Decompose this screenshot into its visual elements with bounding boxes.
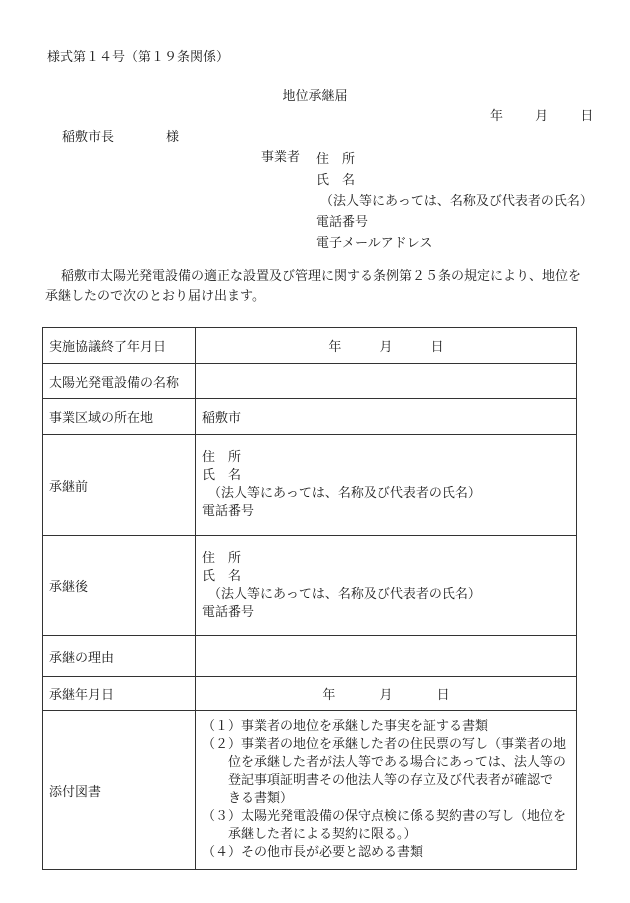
attachment-item-continued: 承継した者による契約に限る。）	[228, 827, 417, 842]
row-label: 太陽光発電設備の名称	[43, 364, 196, 399]
table-row	[43, 636, 577, 677]
attachment-item-continued: 位を承継した者が法人等である場合にあっては、法人等の	[228, 755, 566, 770]
year-label: 年	[322, 688, 336, 703]
row-label: 承継の理由	[43, 636, 196, 677]
succession-date-field[interactable]	[196, 677, 577, 711]
attachment-item: （２）事業者の地位を承継した者の住民票の写し（事業者の地	[202, 737, 567, 752]
table-row	[43, 711, 577, 870]
attachment-item: （４）その他市長が必要と認める書類	[202, 845, 424, 860]
month-label: 月	[379, 688, 393, 703]
applicant-block	[316, 149, 593, 254]
consultation-end-date-field[interactable]	[196, 328, 577, 364]
attachment-item: （１）事業者の地位を承継した事実を証する書類	[202, 719, 489, 734]
row-label: 承継年月日	[43, 677, 196, 711]
applicant-phone-field[interactable]: 電話番号	[316, 215, 369, 230]
table-row	[43, 435, 577, 536]
day-label: 日	[436, 688, 450, 703]
successor-field[interactable]	[196, 536, 577, 636]
table-row	[43, 364, 577, 399]
facility-name-field[interactable]	[196, 364, 577, 399]
applicant-email-field[interactable]: 電子メールアドレス	[316, 236, 433, 251]
predecessor-phone: 電話番号	[202, 504, 255, 519]
table-row	[43, 399, 577, 435]
table-row	[43, 536, 577, 636]
attachment-item-continued: きる書類）	[228, 791, 294, 806]
day-label: 日	[430, 340, 444, 355]
addressee	[62, 129, 179, 147]
table-row	[43, 677, 577, 711]
table-row	[43, 328, 577, 364]
predecessor-name: 氏 名	[202, 468, 242, 483]
applicant-address-field[interactable]: 住 所	[316, 152, 356, 167]
row-label: 実施協議終了年月日	[43, 328, 196, 364]
month-label: 月	[379, 340, 393, 355]
project-location-field[interactable]: 稲敷市	[196, 399, 577, 435]
successor-name: 氏 名	[202, 568, 242, 584]
succession-form-table	[42, 327, 577, 870]
successor-phone: 電話番号	[202, 604, 255, 620]
row-label: 添付図書	[43, 711, 196, 870]
attached-documents-list	[196, 711, 577, 870]
submission-date	[490, 108, 593, 126]
year-label: 年	[328, 340, 342, 355]
row-label: 事業区域の所在地	[43, 399, 196, 435]
applicant-label: 事業者	[261, 150, 301, 165]
form-number: 様式第１４号（第１９条関係）	[47, 50, 230, 65]
row-label: 承継後	[43, 536, 196, 636]
applicant-name-field[interactable]: 氏 名	[316, 173, 356, 188]
document-title: 地位承継届	[282, 89, 348, 104]
addressee-name: 稲敷市長	[62, 130, 115, 145]
predecessor-field[interactable]	[196, 435, 577, 536]
date-day-label: 日	[580, 109, 594, 124]
successor-address: 住 所	[202, 550, 242, 566]
date-year-label: 年	[490, 109, 504, 124]
date-month-label: 月	[535, 109, 549, 124]
row-label: 承継前	[43, 435, 196, 536]
successor-name-note: （法人等にあっては、名称及び代表者の氏名）	[208, 586, 481, 602]
attachment-item-continued: 登記事項証明書その他法人等の存立及び代表者が確認で	[228, 773, 554, 788]
succession-reason-field[interactable]	[196, 636, 577, 677]
applicant-name-note: （法人等にあっては、名称及び代表者の氏名）	[320, 194, 593, 209]
declaration-text: 稲敷市太陽光発電設備の適正な設置及び管理に関する条例第２５条の規定により、地位を承継したので次のとおり届け出ます。	[45, 269, 582, 304]
predecessor-address: 住 所	[202, 450, 242, 465]
predecessor-name-note: （法人等にあっては、名称及び代表者の氏名）	[208, 486, 481, 501]
addressee-honorific: 様	[166, 130, 180, 145]
attachment-item: （３）太陽光発電設備の保守点検に係る契約書の写し（地位を	[202, 809, 567, 824]
